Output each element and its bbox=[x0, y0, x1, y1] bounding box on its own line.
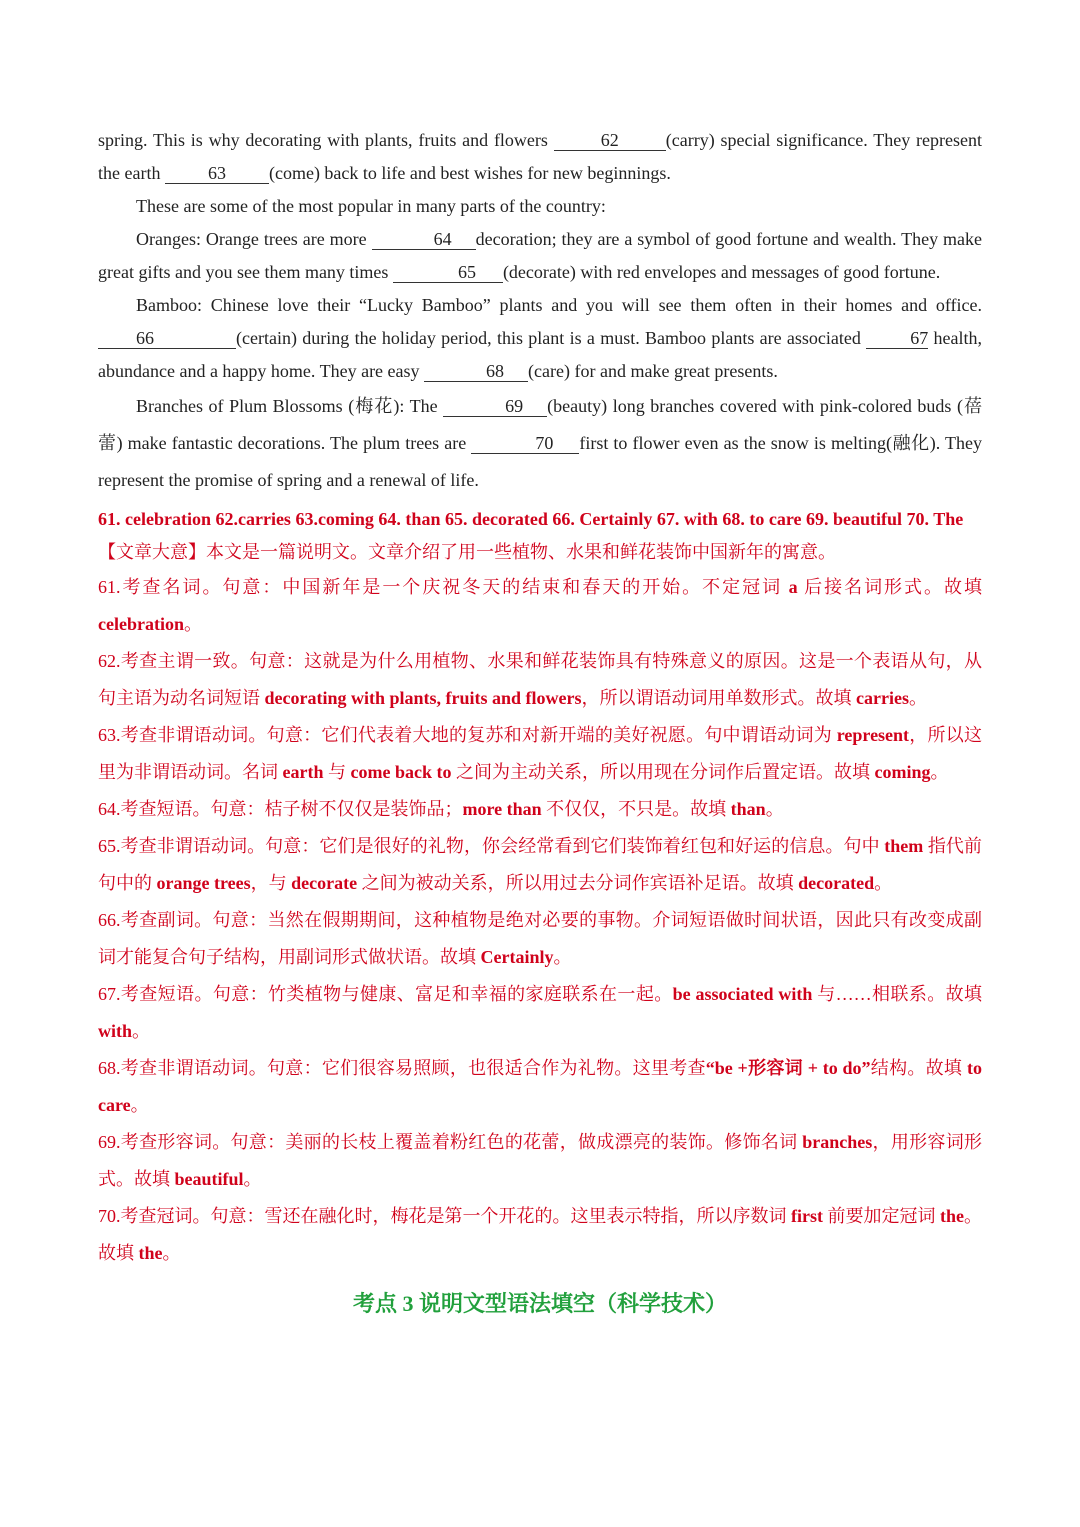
explanation-62: 62.考查主谓一致。句意：这就是为什么用植物、水果和鲜花装饰具有特殊意义的原因。这是一个表语从句，从句主语为动名词短语 decorating with plants, fruits and flowers，所以谓语动词用单数形式。故填 carries。 bbox=[98, 651, 982, 708]
blank-65: 65 bbox=[393, 262, 503, 283]
passage-paragraph-2: These are some of the most popular in many parts of the country: bbox=[136, 196, 606, 216]
blank-62: 62 bbox=[554, 130, 666, 151]
explanation-68: 68.考查非谓语动词。句意：它们很容易照顾，也很适合作为礼物。这里考查“be +形容词 + to do”结构。故填 to care。 bbox=[98, 1058, 982, 1115]
blank-67: 67 bbox=[866, 328, 928, 349]
passage-paragraph-1: spring. This is why decorating with plants, fruits and flowers 62 (carry) special significance. They represent the earth 63 (come) back to life and best wishes for new beginnings. bbox=[98, 130, 982, 183]
explanation-66: 66.考查副词。句意：当然在假期期间，这种植物是绝对必要的事物。介词短语做时间状语，因此只有改变成副词才能复合句子结构，用副词形式做状语。故填 Certainly。 bbox=[98, 910, 982, 967]
explanation-69: 69.考查形容词。句意：美丽的长枝上覆盖着粉红色的花蕾，做成漂亮的装饰。修饰名词 branches，用形容词形式。故填 beautiful。 bbox=[98, 1132, 982, 1189]
section-heading: 考点 3 说明文型语法填空（科学技术） bbox=[352, 1291, 727, 1316]
answer-key: 61. celebration 62.carries 63.coming 64. than 65. decorated 66. Certainly 67. with 68. to care 69. beautiful 70. The bbox=[98, 509, 964, 529]
blank-66: 66 bbox=[98, 328, 236, 349]
blank-63: 63 bbox=[165, 163, 269, 184]
explanation-63: 63.考查非谓语动词。句意：它们代表着大地的复苏和对新开端的美好祝愿。句中谓语动词为 represent，所以这里为非谓语动词。名词 earth 与 come back to 之间为主动关系，所以用现在分词作后置定语。故填 coming。 bbox=[98, 725, 983, 782]
explanation-61: 61.考查名词。句意：中国新年是一个庆祝冬天的结束和春天的开始。不定冠词 a 后接名词形式。故填 celebration。 bbox=[98, 577, 983, 634]
passage-paragraph-3: Oranges: Orange trees are more 64 decoration; they are a symbol of good fortune and wealth. They make great gifts and you see them many times 65 (decorate) with red envelopes and messages of good fortune. bbox=[98, 229, 982, 282]
passage-paragraph-4: Bamboo: Chinese love their “Lucky Bamboo” plants and you will see them often in their homes and office. 66 (certain) during the holiday period, this plant is a must. Bamboo plants are associated 67 health, abundance and a happy home. They are easy 68 (care) for and make great presents. bbox=[98, 295, 982, 381]
document-page bbox=[98, 124, 982, 1324]
explanation-70: 70.考查冠词。句意：雪还在融化时，梅花是第一个开花的。这里表示特指，所以序数词 first 前要加定冠词 the。故填 the。 bbox=[98, 1206, 983, 1263]
explanation-67: 67.考查短语。句意：竹类植物与健康、富足和幸福的家庭联系在一起。be associated with 与……相联系。故填 with。 bbox=[98, 984, 983, 1041]
explanation-65: 65.考查非谓语动词。句意：它们是很好的礼物，你会经常看到它们装饰着红包和好运的信息。句中 them 指代前句中的 orange trees，与 decorate 之间为被动关系，所以用过去分词作宾语补足语。故填 decorated。 bbox=[98, 836, 983, 893]
blank-64: 64 bbox=[372, 229, 476, 250]
explanation-64: 64.考查短语。句意：桔子树不仅仅是装饰品；more than 不仅仅，不只是。故填 than。 bbox=[98, 799, 784, 819]
article-summary: 【文章大意】本文是一篇说明文。文章介绍了用一些植物、水果和鲜花装饰中国新年的寓意。 bbox=[98, 542, 836, 562]
passage-paragraph-5: Branches of Plum Blossoms (梅花): The 69 (beauty) long branches covered with pink-colored buds (蓓蕾) make fantastic decorations. The plum trees are 70 first to flower even as the snow is melting(融化). They represent the promise of spring and a renewal of life. bbox=[98, 396, 982, 490]
blank-70: 70 bbox=[471, 433, 579, 454]
blank-69: 69 bbox=[443, 396, 547, 417]
blank-68: 68 bbox=[424, 361, 528, 382]
